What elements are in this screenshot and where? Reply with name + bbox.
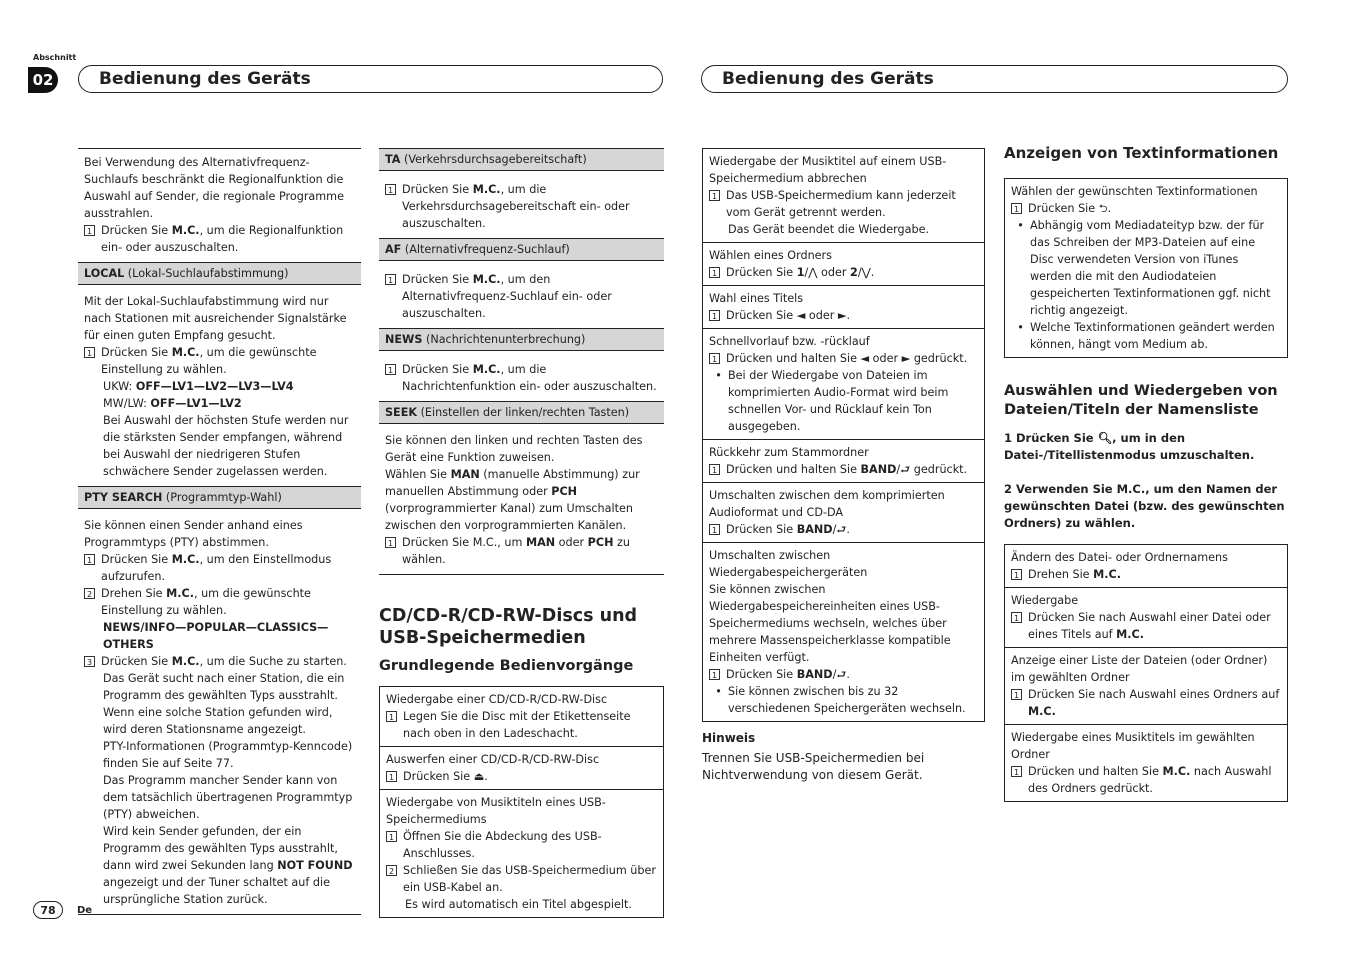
- ta-step: 1 Drücken Sie M.C., um die Verkehrsdurchsagebereitschaft ein- oder auszuschalten.: [385, 181, 659, 232]
- name-list-table: [1004, 544, 1288, 802]
- af-step: 1 Drücken Sie M.C., um den Alternativfrequenz-Suchlauf ein- oder auszuschalten.: [385, 271, 659, 322]
- table-row: Wiedergabe 1 Drücken Sie nach Auswahl einer Datei oder eines Titels auf M.C.: [1005, 588, 1287, 648]
- table-row: Ändern des Datei- oder Ordnernamens 1 Drehen Sie M.C.: [1005, 545, 1287, 588]
- table-row: Wiedergabe einer CD/CD-R/CD-RW-Disc 1 Legen Sie die Disc mit der Etikettenseite nach oben in den Ladeschacht.: [380, 687, 663, 747]
- cd-usb-title: CD/CD-R/CD-RW-Discs und USB-Speichermedien: [379, 606, 638, 648]
- step-1: 1 Drücken Sie 🔍︎, um in den Datei-/Titellistenmodus umzuschalten.: [1004, 431, 1255, 462]
- basic-operations-table: [379, 686, 664, 918]
- text-info-title: Anzeigen von Textinformationen: [1004, 144, 1279, 162]
- section-number-badge: 02: [28, 67, 58, 93]
- basic-operations-title: Grundlegende Bedienvorgänge: [379, 658, 634, 674]
- news-step: 1 Drücken Sie M.C., um die Nachrichtenfunktion ein- oder auszuschalten.: [385, 361, 659, 395]
- table-row: Rückkehr zum Stammordner 1 Drücken und halten Sie BAND/⮐ gedrückt.: [703, 440, 984, 483]
- region-intro: Bei Verwendung des Alternativfrequenz-Suchlaufs beschränkt die Regionalfunktion die Auswahl auf Sender, die regionale Programme ausstrahlen.: [84, 156, 344, 220]
- column-3: [702, 148, 985, 784]
- table-row: Wiedergabe eines Musiktitels im gewählten Ordner 1 Drücken und halten Sie M.C. nach Auswahl des Ordners gedrückt.: [1011, 731, 1272, 795]
- hint-title: Hinweis: [702, 731, 756, 745]
- table-row: Umschalten zwischen Wiedergabespeichergeräten Sie können zwischen Wiedergabespeichereinheiten eines USB-Speichermediums wechseln, welches über mehrere Massenspeicherklasse kompatible Einheiten verfügt. 1 Drücken Sie BAND/⮐. • Sie können zwischen bis zu 32 verschiedenen Speichergeräten wechseln.: [709, 549, 966, 715]
- table-row: Wiedergabe der Musiktitel auf einem USB-Speichermedium abbrechen 1 Das USB-Speichermedium kann jederzeit vom Gerät getrennt werden. Das Gerät beendet die Wiedergabe.: [703, 149, 984, 243]
- ta-heading: TA (Verkehrsdurchsagebereitschaft): [379, 148, 664, 171]
- seek-heading: SEEK (Einstellen der linken/rechten Tasten): [379, 401, 664, 424]
- usb-operations-table: [702, 148, 985, 722]
- pty-block: Sie können einen Sender anhand eines Programmtyps (PTY) abstimmen. 1 Drücken Sie M.C., um den Einstellmodus aufzurufen. 2 Drehen Sie M.C., um die gewünschte Einstellung zu wählen. NEWS/INFO—POPULAR—CLASSICS—OTHERS 3 Drücken Sie M.C., um die Suche zu starten. Das Gerät sucht nach einer Station, die ein Programm des gewählten Typs ausstrahlt. Wenn eine solche Station gefunden wird, wird deren Stationsname angezeigt. PTY-Informationen (Programmtyp-Kenncode) finden Sie auf Seite 77. Das Programm mancher Sender kann von dem tatsächlich übertragenen Programmtyp (PTY) abweichen. Wird kein Sender gefunden, der ein Programm des gewählten Typs ausstrahlt, dann wird zwei Sekunden lang NOT FOUND angezeigt und der Tuner schaltet auf die ursprüngliche Station zurück.: [78, 509, 361, 915]
- page-header-left: Bedienung des Geräts: [78, 65, 663, 93]
- table-row: Anzeige einer Liste der Dateien (oder Ordner) im gewählten Ordner 1 Drücken Sie nach Auswahl eines Ordners auf M.C.: [1005, 648, 1287, 725]
- table-row: Umschalten zwischen dem komprimierten Audioformat und CD-DA 1 Drücken Sie BAND/⮐.: [703, 483, 984, 543]
- column-4: [1004, 144, 1288, 802]
- language-code: De: [77, 905, 93, 916]
- local-block: Mit der Lokal-Suchlaufabstimmung wird nur nach Stationen mit ausreichender Signalstärke für einen guten Empfang gesucht. 1 Drücken Sie M.C., um die gewünschte Einstellung zu wählen. UKW: OFF—LV1—LV2—LV3—LV4 MW/LW: OFF—LV1—LV2 Bei Auswahl der höchsten Stufe werden nur die stärksten Sender empfangen, während bei Auswahl der niedrigeren Stufen schwächere Sender zugelassen werden.: [84, 295, 349, 478]
- table-row: Schnellvorlauf bzw. -rücklauf 1 Drücken und halten Sie ◄ oder ► gedrückt. • Bei der Wiedergabe von Dateien im komprimierten Audio-Format wird beim schnellen Vor- und Rücklauf kein Ton ausgegeben.: [703, 329, 984, 440]
- page-header-right: Bedienung des Geräts: [701, 65, 1288, 93]
- table-row: Wählen eines Ordners 1 Drücken Sie 1/⋀ oder 2/⋁.: [703, 243, 984, 286]
- af-heading: AF (Alternativfrequenz-Suchlauf): [379, 238, 664, 261]
- column-1: [78, 148, 361, 915]
- pty-heading: PTY SEARCH (Programmtyp-Wahl): [78, 486, 361, 509]
- column-2: [379, 148, 664, 918]
- step-2: 2 Verwenden Sie M.C., um den Namen der gewünschten Datei (bzw. des gewünschten Ordners) zu wählen.: [1004, 482, 1285, 530]
- region-block: [78, 148, 361, 262]
- seek-block: Sie können den linken und rechten Tasten des Gerät eine Funktion zuweisen. Wählen Sie MAN (manuelle Abstimmung) zur manuellen Abstimmung oder PCH (vorprogrammierter Kanal) zum Umschalten zwischen den vorprogrammierten Kanälen. 1 Drücken Sie M.C., um MAN oder PCH zu wählen.: [379, 424, 664, 575]
- table-row: Wählen der gewünschten Textinformationen 1 Drücken Sie ⮌. • Abhängig vom Mediadateityp bzw. der für das Schreiben der MP3-Dateien auf eine Disc verwendeten Version von iTunes werden die mit den Audiodateien gespeicherten Textinformationen ggf. nicht richtig angezeigt. • Welche Textinformationen geändert werden können, hängt vom Medium ab.: [1011, 185, 1275, 351]
- table-row: Wiedergabe von Musiktiteln eines USB-Speichermediums 1 Öffnen Sie die Abdeckung des USB-Anschlusses. 2 Schließen Sie das USB-Speichermedium über ein USB-Kabel an. Es wird automatisch ein Titel abgespielt.: [386, 796, 656, 911]
- name-list-title: Auswählen und Wiedergeben von Dateien/Titeln der Namensliste: [1004, 383, 1278, 418]
- text-info-table: [1004, 178, 1288, 358]
- news-heading: NEWS (Nachrichtenunterbrechung): [379, 328, 664, 351]
- table-row: Wahl eines Titels 1 Drücken Sie ◄ oder ►.: [703, 286, 984, 329]
- local-heading: LOCAL (Lokal-Suchlaufabstimmung): [78, 262, 361, 285]
- table-row: Auswerfen einer CD/CD-R/CD-RW-Disc 1 Drücken Sie ⏏.: [380, 747, 663, 790]
- region-step: 1 Drücken Sie M.C., um die Regionalfunktion ein- oder auszuschalten.: [84, 222, 356, 256]
- page-number: 78: [33, 901, 63, 919]
- hint-text: Trennen Sie USB-Speichermedien bei Nichtverwendung von diesem Gerät.: [702, 751, 925, 782]
- section-label: Abschnitt: [33, 53, 77, 62]
